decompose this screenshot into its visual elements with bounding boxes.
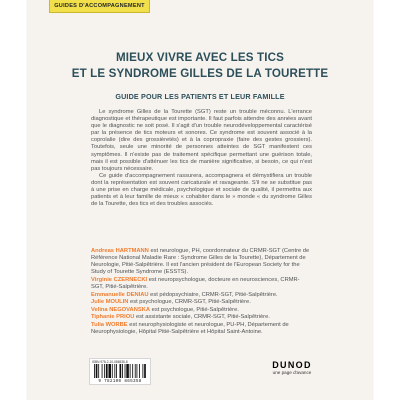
- author-description: est psychologue, Pitié-Salpêtrière.: [151, 306, 239, 313]
- author-entry: [91, 277, 312, 291]
- book-subtitle: GUIDE POUR LES PATIENTS ET LEUR FAMILLE: [115, 92, 285, 101]
- author-description: est pédopsychiatre, CRMR-SGT, Pitié-Salpêtrière.: [150, 291, 278, 298]
- author-description: est neurophysiologiste et neurologue, PU-PH, Département de Neurophysiologie, Hôpital Pitié-Salpêtrière et Hôpital Saint-Antoine.: [91, 321, 289, 336]
- book-summary: [91, 109, 312, 208]
- author-name: Velina NEGOVANSKA: [91, 306, 151, 313]
- author-description: est psychologue, CRMR-SGT, Pitié-Salpêtrière.: [130, 299, 251, 306]
- title-line-1: MIEUX VIVRE AVEC LES TICS: [115, 51, 285, 64]
- isbn-barcode: [89, 358, 151, 385]
- author-entry: [91, 307, 312, 314]
- publisher-tagline: une page d'avance: [272, 370, 312, 375]
- author-name: Andreas HARTMANN: [91, 248, 149, 254]
- summary-paragraph: Le syndrome Gilles de la Tourette (SGT) reste un trouble méconnu. L'errance diagnostique et thérapeutique est importante. Il faut parfois attendre des années avant que le diagnostic ne soit posé. Il s'agit d'un trouble neurodéveloppemental caractérisé par la présence de tics moteurs et sonores. Ce syndrome est souvent associé à la coprolalie (dire des grossièretés) et à la copropraxie (faire des gestes grossiers). Toutefois, seule une minorité de personnes atteintes de SGT manifestent ces symptômes. Il n'existe pas de traitement spécifique permettant une guérison totale, mais il est possible d'atténuer les tics de manière significative, si besoin, ce qui n'est pas toujours nécessaire.: [91, 109, 312, 172]
- author-description: est assistante sociale, CRMR-SGT, Pitié-Salpêtrière.: [135, 314, 270, 321]
- author-name: Julie MOULIN: [91, 299, 129, 306]
- author-name: Tiphanie PRIOU: [91, 314, 135, 321]
- book-title: [0, 50, 400, 81]
- author-name: Tulia WORBE: [91, 321, 128, 328]
- author-entry: [91, 292, 312, 299]
- author-entry: [91, 299, 312, 306]
- ean-digits: 9 782100 865358: [98, 379, 142, 384]
- author-entry: [91, 248, 312, 276]
- author-name: Emmanuelle DENIAU: [91, 291, 149, 298]
- isbn-label: ISBN 978-2-10-086535-8: [92, 360, 128, 364]
- publisher-logo: [262, 360, 322, 375]
- author-entry: [91, 314, 312, 321]
- barcode-bars-icon: [94, 364, 148, 378]
- summary-paragraph: Ce guide d'accompagnement rassurera, accompagnera et démystifiera un trouble dont la représentation est souvent caricaturale et ravageante. S'il ne se substitue pas à une prise en charge médicale, psychologique et sociale de qualité, il permettra aux patients et à leur famille de mieux « cohabiter dans le » monde « du syndrome Gilles de la Tourette, des tics et des troubles associés.: [91, 172, 312, 208]
- publisher-name: DUNOD: [272, 360, 312, 370]
- author-list: [91, 248, 312, 337]
- author-name: Virginie CZERNECKI: [91, 276, 148, 283]
- author-description: est neurologue, PH, coordonnateur du CRMR-SGT (Centre de Référence National Maladie Rare : Syndrome Gilles de la Tourette), Département de Neurologie, Pitié-Salpêtrière. Il est l'ancien président de l'European Society for the Study of Tourette Syndrome (ESSTS).: [91, 248, 310, 276]
- author-description: est neuropsychologue, docteure en neurosciences, CRMR-SGT, Pitié-Salpêtrière.: [91, 276, 300, 290]
- series-tab: GUIDES D'ACCOMPAGNEMENT: [49, 0, 150, 13]
- title-line-2: ET LE SYNDROME GILLES DE LA TOURETTE: [71, 66, 329, 80]
- author-entry: [91, 322, 312, 336]
